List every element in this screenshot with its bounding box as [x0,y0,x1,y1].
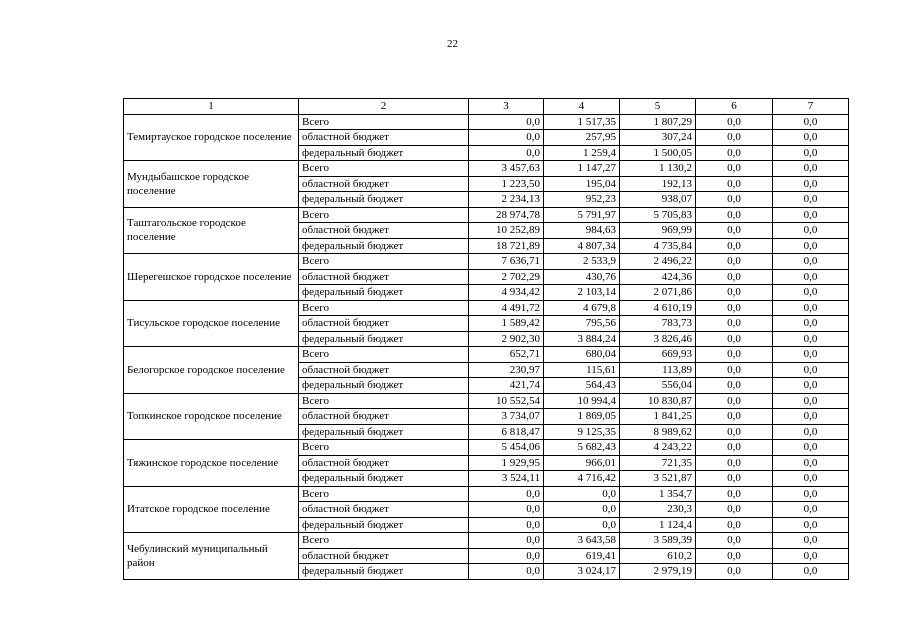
budget-category-cell: областной бюджет [299,316,469,332]
entity-name-cell: Тисульское городское поселение [124,300,299,347]
value-col-4-cell: 0,0 [544,517,620,533]
value-col-5-cell: 969,99 [620,223,696,239]
value-col-5-cell: 4 735,84 [620,238,696,254]
budget-category-cell: Всего [299,393,469,409]
value-col-3-cell: 0,0 [469,533,544,549]
value-col-3-cell: 1 929,95 [469,455,544,471]
value-col-6-cell: 0,0 [696,440,773,456]
value-col-5-cell: 424,36 [620,269,696,285]
entity-name-cell: Мундыбашское городское поселение [124,161,299,208]
value-col-7-cell: 0,0 [773,424,849,440]
header-col-4: 4 [544,99,620,115]
value-col-6-cell: 0,0 [696,223,773,239]
value-col-5-cell: 113,89 [620,362,696,378]
value-col-7-cell: 0,0 [773,409,849,425]
value-col-3-cell: 1 223,50 [469,176,544,192]
value-col-3-cell: 230,97 [469,362,544,378]
value-col-3-cell: 0,0 [469,114,544,130]
table-row [124,254,849,270]
header-col-5: 5 [620,99,696,115]
table-row [124,207,849,223]
table-row [124,161,849,177]
value-col-4-cell: 564,43 [544,378,620,394]
value-col-3-cell: 421,74 [469,378,544,394]
budget-category-cell: областной бюджет [299,130,469,146]
value-col-6-cell: 0,0 [696,145,773,161]
value-col-7-cell: 0,0 [773,223,849,239]
value-col-7-cell: 0,0 [773,316,849,332]
value-col-6-cell: 0,0 [696,192,773,208]
value-col-4-cell: 430,76 [544,269,620,285]
budget-category-cell: Всего [299,533,469,549]
budget-category-cell: Всего [299,300,469,316]
value-col-7-cell: 0,0 [773,254,849,270]
value-col-6-cell: 0,0 [696,114,773,130]
value-col-4-cell: 1 259,4 [544,145,620,161]
value-col-7-cell: 0,0 [773,145,849,161]
entity-name-cell: Топкинское городское поселение [124,393,299,440]
entity-name-cell: Итатское городское поселение [124,486,299,533]
value-col-3-cell: 4 491,72 [469,300,544,316]
value-col-6-cell: 0,0 [696,517,773,533]
value-col-5-cell: 3 826,46 [620,331,696,347]
value-col-7-cell: 0,0 [773,502,849,518]
value-col-5-cell: 5 705,83 [620,207,696,223]
value-col-3-cell: 2 234,13 [469,192,544,208]
value-col-5-cell: 610,2 [620,548,696,564]
value-col-4-cell: 257,95 [544,130,620,146]
value-col-6-cell: 0,0 [696,207,773,223]
value-col-6-cell: 0,0 [696,471,773,487]
value-col-7-cell: 0,0 [773,238,849,254]
value-col-5-cell: 2 071,86 [620,285,696,301]
value-col-7-cell: 0,0 [773,517,849,533]
value-col-7-cell: 0,0 [773,207,849,223]
value-col-4-cell: 1 869,05 [544,409,620,425]
value-col-3-cell: 2 902,30 [469,331,544,347]
value-col-3-cell: 3 524,11 [469,471,544,487]
value-col-3-cell: 0,0 [469,502,544,518]
value-col-7-cell: 0,0 [773,378,849,394]
table-row [124,114,849,130]
value-col-4-cell: 4 679,8 [544,300,620,316]
value-col-3-cell: 4 934,42 [469,285,544,301]
value-col-5-cell: 1 354,7 [620,486,696,502]
budget-category-cell: Всего [299,347,469,363]
header-col-1: 1 [124,99,299,115]
budget-table [123,98,849,580]
value-col-4-cell: 5 682,43 [544,440,620,456]
value-col-6-cell: 0,0 [696,378,773,394]
value-col-7-cell: 0,0 [773,130,849,146]
value-col-7-cell: 0,0 [773,471,849,487]
value-col-6-cell: 0,0 [696,269,773,285]
budget-category-cell: Всего [299,254,469,270]
value-col-5-cell: 307,24 [620,130,696,146]
value-col-3-cell: 3 457,63 [469,161,544,177]
value-col-5-cell: 2 496,22 [620,254,696,270]
value-col-6-cell: 0,0 [696,362,773,378]
value-col-4-cell: 0,0 [544,502,620,518]
value-col-6-cell: 0,0 [696,285,773,301]
value-col-6-cell: 0,0 [696,393,773,409]
value-col-6-cell: 0,0 [696,161,773,177]
value-col-6-cell: 0,0 [696,486,773,502]
value-col-4-cell: 195,04 [544,176,620,192]
value-col-4-cell: 952,23 [544,192,620,208]
budget-category-cell: федеральный бюджет [299,145,469,161]
value-col-5-cell: 192,13 [620,176,696,192]
value-col-6-cell: 0,0 [696,254,773,270]
value-col-3-cell: 6 818,47 [469,424,544,440]
value-col-7-cell: 0,0 [773,161,849,177]
budget-category-cell: федеральный бюджет [299,285,469,301]
value-col-7-cell: 0,0 [773,455,849,471]
table-row [124,486,849,502]
value-col-6-cell: 0,0 [696,300,773,316]
value-col-7-cell: 0,0 [773,269,849,285]
value-col-4-cell: 0,0 [544,486,620,502]
budget-category-cell: областной бюджет [299,176,469,192]
value-col-5-cell: 2 979,19 [620,564,696,580]
table-row [124,347,849,363]
table-row [124,300,849,316]
header-col-2: 2 [299,99,469,115]
value-col-4-cell: 619,41 [544,548,620,564]
value-col-3-cell: 7 636,71 [469,254,544,270]
value-col-7-cell: 0,0 [773,548,849,564]
budget-category-cell: федеральный бюджет [299,564,469,580]
value-col-4-cell: 680,04 [544,347,620,363]
budget-category-cell: федеральный бюджет [299,378,469,394]
value-col-4-cell: 3 024,17 [544,564,620,580]
entity-name-cell: Таштагольское городское поселение [124,207,299,254]
budget-category-cell: федеральный бюджет [299,471,469,487]
value-col-3-cell: 18 721,89 [469,238,544,254]
value-col-3-cell: 0,0 [469,564,544,580]
value-col-4-cell: 4 807,34 [544,238,620,254]
value-col-4-cell: 5 791,97 [544,207,620,223]
value-col-3-cell: 28 974,78 [469,207,544,223]
value-col-3-cell: 0,0 [469,145,544,161]
budget-category-cell: Всего [299,207,469,223]
value-col-3-cell: 10 252,89 [469,223,544,239]
value-col-6-cell: 0,0 [696,502,773,518]
entity-name-cell: Чебулинский муниципальный район [124,533,299,580]
value-col-7-cell: 0,0 [773,564,849,580]
value-col-6-cell: 0,0 [696,533,773,549]
value-col-4-cell: 9 125,35 [544,424,620,440]
value-col-4-cell: 115,61 [544,362,620,378]
value-col-6-cell: 0,0 [696,409,773,425]
budget-category-cell: федеральный бюджет [299,424,469,440]
budget-category-cell: федеральный бюджет [299,517,469,533]
value-col-3-cell: 5 454,06 [469,440,544,456]
value-col-3-cell: 1 589,42 [469,316,544,332]
value-col-5-cell: 1 124,4 [620,517,696,533]
page-number: 22 [447,38,458,50]
value-col-3-cell: 0,0 [469,517,544,533]
value-col-6-cell: 0,0 [696,130,773,146]
table-row [124,440,849,456]
value-col-3-cell: 2 702,29 [469,269,544,285]
value-col-4-cell: 4 716,42 [544,471,620,487]
value-col-7-cell: 0,0 [773,176,849,192]
budget-category-cell: областной бюджет [299,502,469,518]
value-col-3-cell: 10 552,54 [469,393,544,409]
entity-name-cell: Шерегешское городское поселение [124,254,299,301]
value-col-6-cell: 0,0 [696,331,773,347]
entity-name-cell: Тяжинское городское поселение [124,440,299,487]
value-col-3-cell: 0,0 [469,548,544,564]
header-col-7: 7 [773,99,849,115]
value-col-6-cell: 0,0 [696,455,773,471]
budget-category-cell: областной бюджет [299,269,469,285]
value-col-5-cell: 721,35 [620,455,696,471]
header-col-6: 6 [696,99,773,115]
value-col-4-cell: 984,63 [544,223,620,239]
value-col-4-cell: 1 147,27 [544,161,620,177]
table-body [124,114,849,579]
value-col-6-cell: 0,0 [696,548,773,564]
entity-name-cell: Темиртауское городское поселение [124,114,299,161]
entity-name-cell: Белогорское городское поселение [124,347,299,394]
value-col-6-cell: 0,0 [696,564,773,580]
budget-category-cell: областной бюджет [299,548,469,564]
value-col-7-cell: 0,0 [773,393,849,409]
value-col-3-cell: 0,0 [469,130,544,146]
value-col-5-cell: 1 841,25 [620,409,696,425]
value-col-3-cell: 652,71 [469,347,544,363]
value-col-4-cell: 2 533,9 [544,254,620,270]
budget-category-cell: Всего [299,114,469,130]
value-col-7-cell: 0,0 [773,285,849,301]
value-col-5-cell: 556,04 [620,378,696,394]
value-col-4-cell: 795,56 [544,316,620,332]
value-col-5-cell: 4 610,19 [620,300,696,316]
value-col-3-cell: 0,0 [469,486,544,502]
value-col-5-cell: 783,73 [620,316,696,332]
value-col-5-cell: 1 500,05 [620,145,696,161]
value-col-7-cell: 0,0 [773,347,849,363]
value-col-5-cell: 3 589,39 [620,533,696,549]
budget-category-cell: федеральный бюджет [299,331,469,347]
budget-category-cell: областной бюджет [299,455,469,471]
value-col-7-cell: 0,0 [773,331,849,347]
budget-category-cell: областной бюджет [299,223,469,239]
budget-category-cell: областной бюджет [299,409,469,425]
value-col-4-cell: 966,01 [544,455,620,471]
value-col-5-cell: 669,93 [620,347,696,363]
value-col-5-cell: 1 130,2 [620,161,696,177]
value-col-4-cell: 3 643,58 [544,533,620,549]
value-col-5-cell: 938,07 [620,192,696,208]
budget-category-cell: областной бюджет [299,362,469,378]
value-col-3-cell: 3 734,07 [469,409,544,425]
value-col-5-cell: 4 243,22 [620,440,696,456]
value-col-5-cell: 8 989,62 [620,424,696,440]
budget-category-cell: федеральный бюджет [299,238,469,254]
table-row [124,533,849,549]
budget-category-cell: Всего [299,440,469,456]
value-col-5-cell: 230,3 [620,502,696,518]
value-col-5-cell: 1 807,29 [620,114,696,130]
value-col-7-cell: 0,0 [773,192,849,208]
header-row [124,99,849,115]
value-col-7-cell: 0,0 [773,440,849,456]
value-col-4-cell: 1 517,35 [544,114,620,130]
value-col-7-cell: 0,0 [773,114,849,130]
value-col-7-cell: 0,0 [773,362,849,378]
value-col-5-cell: 3 521,87 [620,471,696,487]
value-col-4-cell: 10 994,4 [544,393,620,409]
budget-category-cell: Всего [299,161,469,177]
value-col-7-cell: 0,0 [773,533,849,549]
value-col-6-cell: 0,0 [696,176,773,192]
budget-category-cell: федеральный бюджет [299,192,469,208]
value-col-6-cell: 0,0 [696,347,773,363]
value-col-5-cell: 10 830,87 [620,393,696,409]
header-col-3: 3 [469,99,544,115]
value-col-6-cell: 0,0 [696,424,773,440]
value-col-7-cell: 0,0 [773,300,849,316]
value-col-6-cell: 0,0 [696,238,773,254]
budget-category-cell: Всего [299,486,469,502]
value-col-4-cell: 2 103,14 [544,285,620,301]
value-col-4-cell: 3 884,24 [544,331,620,347]
value-col-7-cell: 0,0 [773,486,849,502]
value-col-6-cell: 0,0 [696,316,773,332]
table-row [124,393,849,409]
